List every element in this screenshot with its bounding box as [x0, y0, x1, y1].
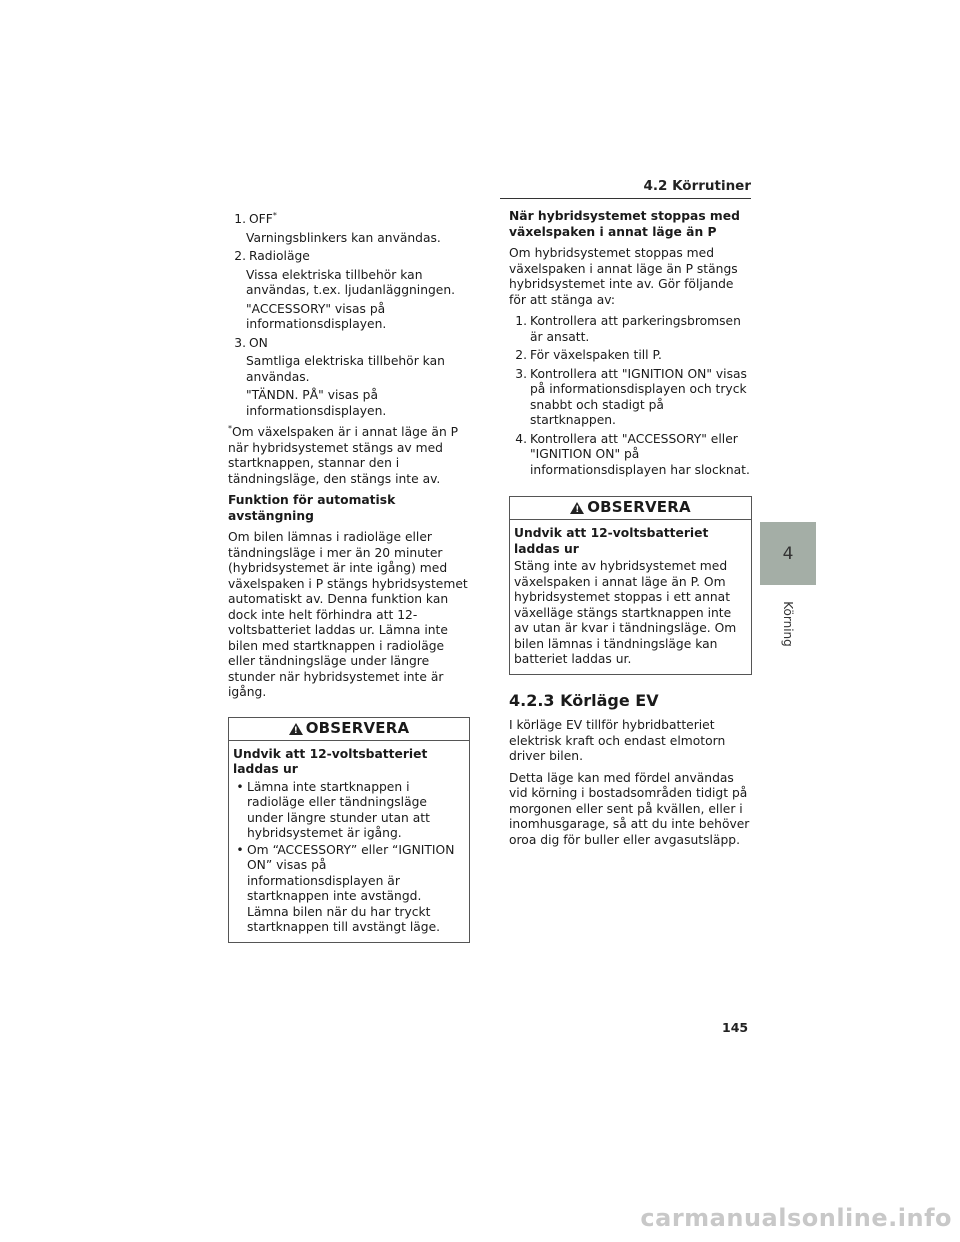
- mode-item-radio: [228, 249, 470, 265]
- step-item: [509, 367, 752, 429]
- left-column: [228, 209, 470, 943]
- mode-number: 2.: [234, 249, 246, 263]
- bullet-text: Lämna inte startknappen i radioläge eller tändningsläge under längre stunder utan att hybridsystemet är igång.: [247, 779, 430, 840]
- running-header: [500, 178, 751, 199]
- mode-name: Radioläge: [249, 249, 310, 263]
- notice-title: OBSERVERA: [587, 498, 691, 517]
- step-number: 2.: [515, 348, 527, 362]
- ev-paragraph-1: I körläge EV tillför hybridbatteriet elektrisk kraft och endast elmotorn driver bilen.: [509, 718, 726, 763]
- bullet-icon: •: [236, 779, 244, 794]
- notice-subtitle: Undvik att 12-voltsbatteriet laddas ur: [233, 746, 428, 776]
- notice-box-left: [228, 717, 470, 943]
- mode-description: Samtliga elektriska tillbehör kan användas.: [246, 354, 445, 384]
- chapter-label: Körning: [781, 601, 795, 647]
- mode-item-off: [228, 212, 470, 228]
- step-text: Kontrollera att "IGNITION ON" visas på informationsdisplayen och tryck snabbt och stadigt på startknappen.: [530, 366, 747, 427]
- bullet-icon: •: [236, 842, 244, 857]
- step-number: 3.: [515, 366, 527, 381]
- step-text: Kontrollera att parkeringsbromsen är ansatt.: [530, 314, 741, 344]
- mode-description: "TÄNDN. PÅ" visas på informationsdisplayen.: [246, 388, 387, 418]
- step-number: 4.: [515, 431, 527, 446]
- auto-off-text: Om bilen lämnas i radioläge eller tändningsläge i mer än 20 minuter (hybridsystemet är inte igång) med växelspaken i P stängs hybridsystemet automatiskt av. Denna funktion kan dock inte helt förhindra att 12-voltsbatteriet laddas ur. Lämna inte bilen med startknappen i radioläge eller tändningsläge under längre stunder när hybridsystemet inte är igång.: [228, 530, 468, 699]
- notice-text: Stäng inte av hybridsystemet med växelspaken i annat läge än P. Om hybridsystemet stoppas i ett annat växelläge stängs startknappen inte av utan är kvar i tändningsläge. Om bilen lämnas i tändningsläge kan batteriet laddas ur.: [514, 559, 737, 666]
- step-item: [509, 432, 752, 479]
- notice-bullet: [233, 843, 465, 936]
- mode-number: 1.: [234, 212, 246, 226]
- notice-subtitle: Undvik att 12-voltsbatteriet laddas ur: [514, 526, 709, 556]
- auto-off-heading: Funktion för automatisk avstängning: [228, 493, 396, 523]
- ev-paragraph-2: Detta läge kan med fördel användas vid körning i bostadsområden tidigt på morgonen eller sent på kvällen, eller i inomhusgarage, så att du inte behöver oroa dig för buller eller avgasutsläpp.: [509, 770, 750, 847]
- warning-icon: [570, 502, 584, 514]
- mode-name: OFF: [249, 212, 273, 226]
- step-text: Kontrollera att "ACCESSORY" eller "IGNITION ON" på informationsdisplayen har slocknat.: [530, 431, 750, 477]
- mode-description: Varningsblinkers kan användas.: [246, 230, 441, 245]
- footnote-marker: *: [272, 210, 277, 220]
- notice-header: [510, 497, 751, 520]
- step-item: [509, 314, 752, 345]
- mode-description: Vissa elektriska tillbehör kan användas, t.ex. ljudanläggningen.: [246, 267, 456, 297]
- notice-bullet: [233, 780, 465, 842]
- page-number: 145: [722, 1020, 749, 1035]
- footnote: [228, 425, 470, 487]
- notice-box-right: [509, 496, 752, 675]
- footnote-text: Om växelspaken är i annat läge än P när hybridsystemet stängs av med startknappen, stannar den i tändningsläge, den stängs inte av.: [228, 425, 459, 486]
- watermark: carmanualsonline.info: [640, 1204, 952, 1232]
- header-title: 4.2 Körrutiner: [643, 178, 751, 194]
- right-column: [509, 209, 752, 854]
- notice-header: [229, 718, 469, 741]
- chapter-label-container: [765, 594, 811, 654]
- step-item: [509, 348, 752, 364]
- mode-item-on: [228, 336, 470, 352]
- section-title: 4.2.3 Körläge EV: [509, 690, 659, 710]
- step-text: För växelspaken till P.: [530, 348, 662, 362]
- mode-description: "ACCESSORY" visas på informationsdisplayen.: [246, 301, 387, 331]
- stop-heading: När hybridsystemet stoppas med växelspaken i annat läge än P: [509, 209, 740, 239]
- chapter-tab: [760, 522, 816, 585]
- warning-icon: [289, 723, 303, 735]
- steps-list: [509, 314, 752, 478]
- footnote-mark: *: [228, 423, 232, 433]
- mode-number: 3.: [234, 335, 246, 350]
- mode-name: ON: [249, 335, 268, 350]
- mode-list: [228, 212, 470, 419]
- chapter-number: 4: [782, 544, 794, 564]
- stop-intro: Om hybridsystemet stoppas med växelspaken i annat läge än P stängs hybridsystemet inte av. Gör följande för att stänga av:: [509, 246, 738, 307]
- notice-title: OBSERVERA: [305, 718, 410, 737]
- step-number: 1.: [515, 314, 527, 328]
- bullet-text: Om “ACCESSORY” eller “IGNITION ON” visas på informationsdisplayen är startknappen inte avstängd. Lämna bilen när du har tryckt startknappen till avstängt läge.: [247, 842, 455, 934]
